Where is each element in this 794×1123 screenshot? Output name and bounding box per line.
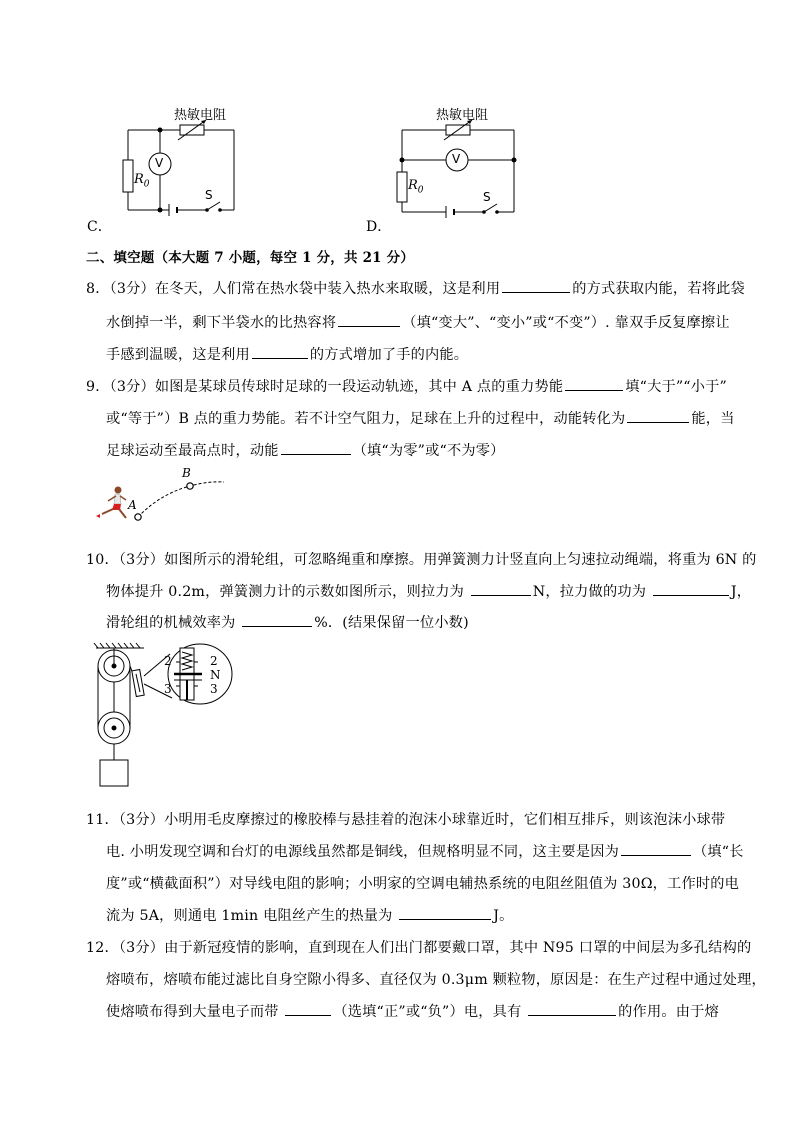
answer-blank[interactable]: [242, 612, 312, 627]
option-d: D．: [366, 219, 392, 235]
voltmeter-label: V: [452, 152, 461, 166]
question-10-line-2: 物体提升 0.2m，弹簧测力计的示数如图所示，则拉力为 N，拉力做的功为 J，: [106, 581, 751, 601]
question-12-line-2: 熔喷布，熔喷布能过滤比自身空隙小得多、直径仅为 0.3μm 颗粒物，原因是：在生产过程中通过处理，: [106, 972, 766, 988]
answer-blank[interactable]: [653, 581, 729, 596]
player-head: [115, 487, 122, 494]
point-a-label: A: [128, 498, 137, 512]
question-12-line-1: 12．（3分）由于新冠疫情的影响，直到现在人们出门都要戴口罩，其中 N95 口罩的中间层为多孔结构的: [86, 940, 752, 956]
answer-blank[interactable]: [252, 344, 308, 359]
point-b-label: B: [182, 466, 191, 480]
question-9-line-1: 9．（3分）如图是某球员传球时足球的一段运动轨迹，其中 A 点的重力势能 填“大于”“小于”: [86, 376, 727, 396]
question-10-line-1: 10．（3分）如图所示的滑轮组，可忽略绳重和摩擦。用弹簧测力计竖直向上匀速拉动绳端，将重为 6N 的: [86, 552, 757, 568]
scale-unit-label: N: [210, 668, 221, 682]
question-9-line-2: 或“等于”）B 点的重力势能。若不计空气阻力，足球在上升的过程中，动能转化为 能，当: [106, 408, 735, 428]
answer-blank[interactable]: [281, 440, 351, 455]
scale-tick-label: 2: [210, 654, 218, 668]
football-trajectory-figure: [90, 464, 240, 528]
option-c: C．: [87, 219, 112, 235]
question-11-line-2: 电. 小明发现空调和台灯的电源线虽然都是铜线，但规格明显不同，这主要是因为 （填“长: [106, 841, 744, 861]
question-8-line-2: 水倒掉一半，剩下半袋水的比热容将 （填“变大”、“变小”或“不变”）. 靠双手反复摩擦让: [106, 312, 730, 332]
answer-blank[interactable]: [399, 905, 491, 920]
thermistor-label: 热敏电阻: [436, 108, 489, 123]
answer-blank[interactable]: [471, 581, 531, 596]
answer-blank[interactable]: [338, 312, 400, 327]
answer-blank[interactable]: [621, 841, 691, 856]
question-8-line-3: 手感到温暖，这是利用 的方式增加了手的内能。: [106, 344, 468, 364]
scale-tick-label: 2: [164, 654, 172, 668]
r0-label: $R_0$: [408, 178, 424, 196]
scale-tick-label: 3: [164, 682, 172, 696]
circuit-figure-d: [390, 100, 530, 225]
question-10-line-3: 滑轮组的机械效率为 %．(结果保留一位小数): [106, 612, 469, 632]
answer-blank[interactable]: [502, 278, 570, 293]
question-11-line-3: 度”或“横截面积”）对导线电阻的影响；小明家的空调电辅热系统的电阻丝阻值为 30Ω，工作时的电: [106, 876, 739, 892]
answer-blank[interactable]: [627, 408, 689, 423]
thermistor-label: 热敏电阻: [174, 108, 227, 123]
pulley-system-figure: [92, 640, 242, 790]
question-12-line-3: 使熔喷布得到大量电子而带 （选填“正”或“负”）电，具有 的作用。由于熔: [106, 1001, 719, 1021]
r0-label: $R_0$: [134, 172, 150, 190]
question-11-line-4: 流为 5A，则通电 1min 电阻丝产生的热量为 J。: [106, 905, 514, 925]
question-11-line-1: 11．（3分）小明用毛皮摩擦过的橡胶棒与悬挂着的泡沫小球靠近时，它们相互排斥，则该泡沫小球带: [86, 812, 726, 828]
voltmeter-label: V: [155, 156, 164, 170]
answer-blank[interactable]: [528, 1001, 616, 1016]
question-8-line-1: 8．（3分）在冬天，人们常在热水袋中装入热水来取暖，这是利用 的方式获取内能，若将此袋: [86, 278, 745, 298]
answer-blank[interactable]: [285, 1001, 331, 1016]
question-9-line-3: 足球运动至最高点时，动能 （填“为零”或“不为零）: [106, 440, 505, 460]
section-heading: 二、填空题（本大题 7 小题，每空 1 分，共 21 分）: [86, 250, 415, 266]
answer-blank[interactable]: [565, 376, 623, 391]
switch-label: S: [205, 188, 213, 202]
scale-tick-label: 3: [210, 682, 218, 696]
switch-label: S: [483, 190, 491, 204]
circuit-figure-c: [112, 100, 252, 225]
